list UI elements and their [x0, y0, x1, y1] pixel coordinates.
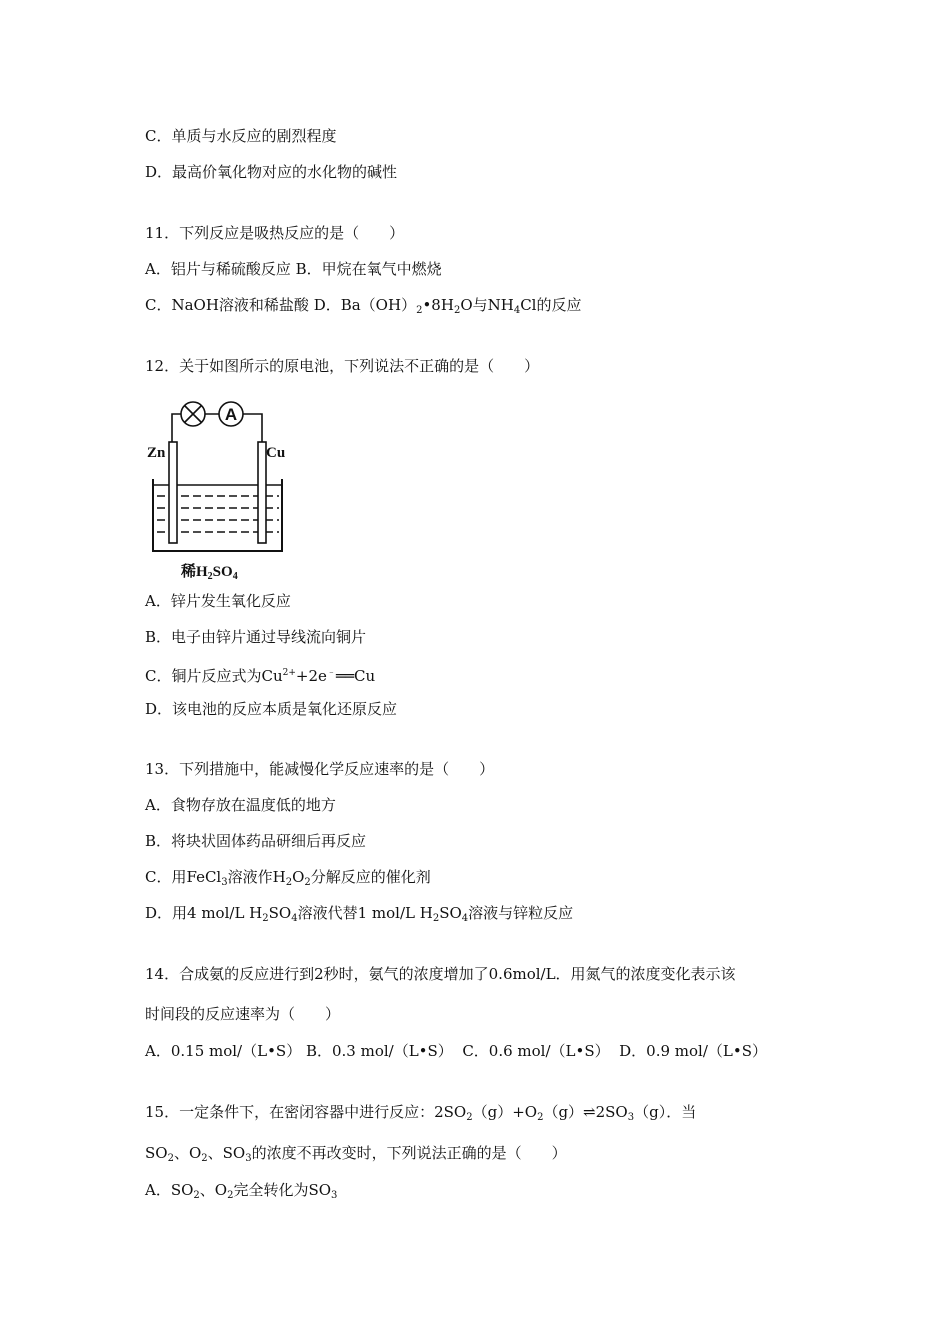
zn-label: Zn — [147, 445, 166, 461]
cu-label: Cu — [266, 445, 286, 461]
q12-option-c: C．铜片反应式为$Cu^{2+}+2e^﹣══Cu$ — [145, 667, 376, 685]
q13-stem: 13．下列措施中，能减慢化学反应速率的是（ ） — [145, 760, 495, 778]
galvanic-cell-figure — [147, 393, 292, 585]
electrolyte-caption: 稀$H_2SO_4$ — [181, 564, 238, 582]
q14-options: A．0.15 mol/（L•S） B．0.3 mol/（L•S） C．0.6 mol/（L•S） D．0.9 mol/（L•S） — [145, 1042, 767, 1060]
ammeter-symbol: A — [224, 405, 238, 424]
ammeter-icon — [219, 402, 243, 426]
lamp-icon — [181, 402, 205, 426]
q11-options-cd: C．NaOH溶液和稀盐酸 D．$Ba(OH)_2•8H_2O$与$NH_4Cl$的反应 — [145, 296, 582, 316]
q13-option-a: A．食物存放在温度低的地方 — [145, 796, 336, 814]
q12-option-d: D．该电池的反应本质是氧化还原反应 — [145, 700, 398, 718]
q14-stem-line1: 14．合成氨的反应进行到2秒时，氨气的浓度增加了0.6mol/L．用氮气的浓度变化表示该 — [145, 965, 736, 983]
galvanic-cell-diagram — [147, 393, 292, 585]
q11-options-ab: A．铝片与稀硫酸反应 B．甲烷在氧气中燃烧 — [145, 260, 442, 278]
q12-stem: 12．关于如图所示的原电池，下列说法不正确的是（ ） — [145, 357, 540, 375]
q14-stem-line2: 时间段的反应速率为（ ） — [145, 1005, 341, 1023]
q13-option-d: D．用4 mol/L $H_2SO_4$溶液代替1 mol/L $H_2SO_4$溶液与锌粒反应 — [145, 904, 574, 924]
q12-option-a: A．锌片发生氧化反应 — [145, 592, 291, 610]
q13-option-c: C．用FeCl$_3$溶液作$H_2O_2$分解反应的催化剂 — [145, 868, 431, 888]
q13-option-b: B．将块状固体药品研细后再反应 — [145, 832, 367, 850]
q15-stem-line1: 15．一定条件下，在密闭容器中进行反应：$2SO_2(g)+O_2(g)\rightleftharpoons 2SO_3(g)$．当 — [145, 1103, 697, 1123]
q15-option-a: A．$SO_2$、$O_2$完全转化为$SO_3$ — [145, 1181, 338, 1201]
q12-option-b: B．电子由锌片通过导线流向铜片 — [145, 628, 367, 646]
zinc-electrode — [169, 442, 177, 543]
q15-stem-line2: $SO_2$、$O_2$、$SO_3$的浓度不再改变时，下列说法正确的是（ ） — [145, 1144, 567, 1164]
copper-electrode — [258, 442, 266, 543]
q10-option-d: D．最高价氧化物对应的水化物的碱性 — [145, 163, 398, 181]
q10-option-c: C．单质与水反应的剧烈程度 — [145, 127, 337, 145]
q11-stem: 11．下列反应是吸热反应的是（ ） — [145, 224, 405, 242]
